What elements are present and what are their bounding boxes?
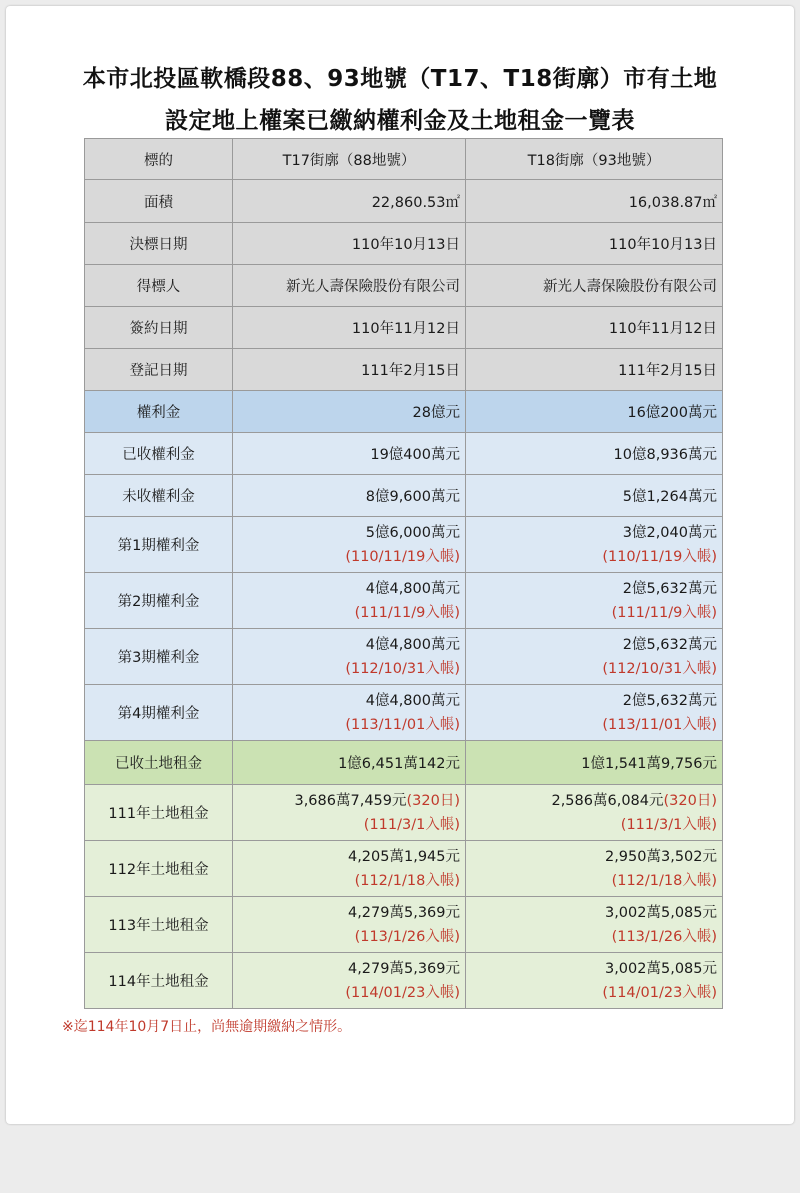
cell-t17: 111年2月15日 [233,349,466,391]
deposit-note: (111/11/9入帳) [354,604,460,621]
row-label: 面積 [85,180,233,223]
row-label: 登記日期 [85,349,233,391]
amount: 2億5,632萬元 [622,636,717,653]
title-line-1: 本市北投區軟橋段88、93地號（T17、T18街廓）市有土地 [82,66,718,92]
cell-t18: 110年11月12日 [466,307,723,349]
cell-t17: 1億6,451萬142元 [233,741,466,785]
row-label: 簽約日期 [85,307,233,349]
deposit-note: (113/1/26入帳) [611,928,717,945]
cell-t17 [233,897,466,953]
amount: 4,205萬1,945元 [347,848,460,865]
table-row [85,433,723,475]
row-label: 113年土地租金 [85,897,233,953]
amount: 4億4,800萬元 [365,692,460,709]
table-row [85,785,723,841]
row-label: 未收權利金 [85,475,233,517]
amount: 3億2,040萬元 [622,524,717,541]
deposit-note: (114/01/23入帳) [602,984,717,1001]
table-row [85,517,723,573]
deposit-note: (112/1/18入帳) [611,872,717,889]
amount-line [471,789,717,813]
amount: 4億4,800萬元 [365,636,460,653]
royalty-total-row [85,391,723,433]
cell-t17: 110年10月13日 [233,223,466,265]
cell-t18 [466,573,723,629]
cell-t18 [466,841,723,897]
table-row [85,629,723,685]
cell-t17 [233,841,466,897]
amount: 3,686萬7,459元 [294,792,407,809]
payment-table [84,138,723,1009]
cell-t17: 19億400萬元 [233,433,466,475]
deposit-note: (111/3/1入帳) [620,816,717,833]
table-row [85,265,723,307]
cell-t18: 16億200萬元 [466,391,723,433]
row-label: 已收權利金 [85,433,233,475]
deposit-note: (111/3/1入帳) [363,816,460,833]
cell-t18 [466,785,723,841]
cell-t18 [466,953,723,1009]
cell-t18: 新光人壽保險股份有限公司 [466,265,723,307]
deposit-note: (112/10/31入帳) [345,660,460,677]
cell-t17: 22,860.53㎡ [233,180,466,223]
amount: 5億6,000萬元 [365,524,460,541]
cell-t18: 111年2月15日 [466,349,723,391]
row-label: 112年土地租金 [85,841,233,897]
days-note: (320日) [406,792,460,809]
cell-t17: 8億9,600萬元 [233,475,466,517]
row-label: 第4期權利金 [85,685,233,741]
deposit-note: (113/11/01入帳) [345,716,460,733]
row-label: 111年土地租金 [85,785,233,841]
cell-t17 [233,953,466,1009]
table-header-row [85,139,723,180]
footnote: ※迄114年10月7日止，尚無逾期繳納之情形。 [62,1019,352,1035]
header-col-t17: T17街廓（88地號） [233,139,466,180]
row-label: 權利金 [85,391,233,433]
cell-t18 [466,629,723,685]
row-label: 第1期權利金 [85,517,233,573]
header-label: 標的 [85,139,233,180]
cell-t17: 新光人壽保險股份有限公司 [233,265,466,307]
amount: 2億5,632萬元 [622,692,717,709]
cell-t17 [233,517,466,573]
table-row [85,307,723,349]
table-row [85,953,723,1009]
deposit-note: (110/11/19入帳) [345,548,460,565]
table-row [85,897,723,953]
cell-t18: 5億1,264萬元 [466,475,723,517]
cell-t17 [233,573,466,629]
amount: 4億4,800萬元 [365,580,460,597]
deposit-note: (112/10/31入帳) [602,660,717,677]
table-row [85,841,723,897]
deposit-note: (110/11/19入帳) [602,548,717,565]
cell-t18 [466,897,723,953]
amount-line [238,789,460,813]
days-note: (320日) [663,792,717,809]
amount: 2,586萬6,084元 [551,792,664,809]
deposit-note: (113/1/26入帳) [354,928,460,945]
cell-t18: 1億1,541萬9,756元 [466,741,723,785]
row-label: 決標日期 [85,223,233,265]
header-col-t18: T18街廓（93地號） [466,139,723,180]
cell-t17: 110年11月12日 [233,307,466,349]
deposit-note: (111/11/9入帳) [611,604,717,621]
cell-t17: 28億元 [233,391,466,433]
row-label: 114年土地租金 [85,953,233,1009]
amount: 4,279萬5,369元 [347,960,460,977]
cell-t18: 10億8,936萬元 [466,433,723,475]
amount: 3,002萬5,085元 [604,960,717,977]
table-row [85,223,723,265]
table-row [85,573,723,629]
cell-t18: 110年10月13日 [466,223,723,265]
row-label: 已收土地租金 [85,741,233,785]
amount: 3,002萬5,085元 [604,904,717,921]
amount: 2,950萬3,502元 [604,848,717,865]
table-row [85,180,723,223]
cell-t17 [233,629,466,685]
table-row [85,349,723,391]
cell-t17 [233,685,466,741]
cell-t17 [233,785,466,841]
row-label: 第3期權利金 [85,629,233,685]
cell-t18 [466,517,723,573]
deposit-note: (113/11/01入帳) [602,716,717,733]
title-line-2: 設定地上權案已繳納權利金及土地租金一覽表 [165,108,635,134]
table-row [85,475,723,517]
deposit-note: (112/1/18入帳) [354,872,460,889]
cell-t18 [466,685,723,741]
amount: 4,279萬5,369元 [347,904,460,921]
deposit-note: (114/01/23入帳) [345,984,460,1001]
cell-t18: 16,038.87㎡ [466,180,723,223]
rent-total-row [85,741,723,785]
table-row [85,685,723,741]
row-label: 第2期權利金 [85,573,233,629]
amount: 2億5,632萬元 [622,580,717,597]
row-label: 得標人 [85,265,233,307]
